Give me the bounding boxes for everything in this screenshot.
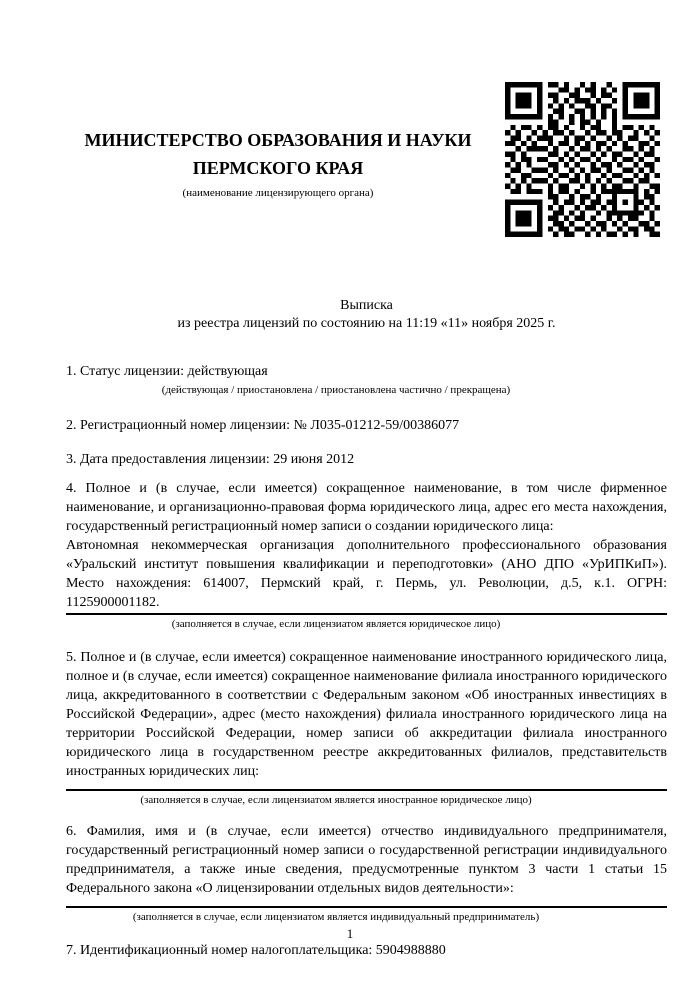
fill-in-rule	[66, 613, 667, 615]
qr-code-icon	[505, 82, 660, 237]
item-foreign-entity-question: 5. Полное и (в случае, если имеется) сокращенное наименование иностранного юридического лица, полное и (в случае, если имеется) сокращенное наименование филиала иностранного юридического лица, аккредитованного в соответствии с Федеральным законом «Об иностранных инвестициях в Российской Федерации», адрес (место нахождения) филиала иностранного юридического лица на территории Российской Федерации, номер записи об аккредитации филиала иностранного юридического лица в государственном реестре аккредитованных филиалов, представительств иностранных юридических лиц:	[66, 650, 667, 779]
document-title	[66, 297, 667, 333]
item-foreign-entity-caption: (заполняется в случае, если лицензиатом является иностранное юридическое лицо)	[140, 794, 532, 806]
item-taxpayer-number: 7. Идентификационный номер налогоплательщика: 5904988880	[66, 943, 446, 958]
item-foreign-entity	[66, 648, 667, 807]
item-legal-entity-question: 4. Полное и (в случае, если имеется) сокращенное наименование, в том числе фирменное наименование, и организационно-правовая форма юридического лица, адрес его места нахождения, государственный регистрационный номер записи о создании юридического лица:	[66, 481, 667, 534]
item-grant-date: 3. Дата предоставления лицензии: 29 июня 2012	[66, 452, 355, 467]
fill-in-rule	[66, 906, 667, 908]
item-legal-entity	[66, 479, 667, 631]
item-license-status-text: 1. Статус лицензии: действующая	[66, 364, 268, 379]
ministry-caption: (наименование лицензирующего органа)	[182, 187, 374, 199]
item-individual-entrepreneur-caption: (заполняется в случае, если лицензиатом является индивидуальный предприниматель)	[132, 911, 540, 923]
ministry-header	[60, 126, 496, 200]
item-legal-entity-caption: (заполняется в случае, если лицензиатом является юридическое лицо)	[171, 618, 501, 630]
item-license-status-caption: (действующая / приостановлена / приостановлена частично / прекращена)	[161, 384, 511, 396]
fill-in-rule	[66, 789, 667, 791]
document-title-line1: Выписка	[340, 298, 393, 313]
document-body	[66, 362, 667, 960]
ministry-name	[60, 126, 496, 182]
ministry-name-line2: ПЕРМСКОГО КРАЯ	[192, 158, 364, 178]
item-legal-entity-answer: Автономная некоммерческая организация дополнительного профессионального образования «Уральский институт повышения квалификации и переподготовки» (АНО ДПО «УрИПКиП»). Место нахождения: 614007, Пермский край, г. Пермь, ул. Революции, д.5, к.1. ОГРН: 1125900001182.	[66, 538, 667, 610]
document-title-line2: из реестра лицензий по состоянию на 11:19 «11» ноября 2025 г.	[177, 316, 556, 331]
item-individual-entrepreneur-question: 6. Фамилия, имя и (в случае, если имеется) отчество индивидуального предпринимателя, государственный регистрационный номер записи о государственной регистрации индивидуального предпринимателя, а также иные сведения, предусмотренные пунктом 3 части 1 статьи 15 Федерального закона «О лицензировании отдельных видов деятельности»:	[66, 824, 667, 896]
item-individual-entrepreneur	[66, 822, 667, 924]
page-number: 1	[346, 926, 354, 941]
ministry-name-line1: МИНИСТЕРСТВО ОБРАЗОВАНИЯ И НАУКИ	[84, 130, 472, 150]
item-registration-number: 2. Регистрационный номер лицензии: № Л035-01212-59/00386077	[66, 418, 460, 433]
item-license-status	[66, 362, 667, 397]
